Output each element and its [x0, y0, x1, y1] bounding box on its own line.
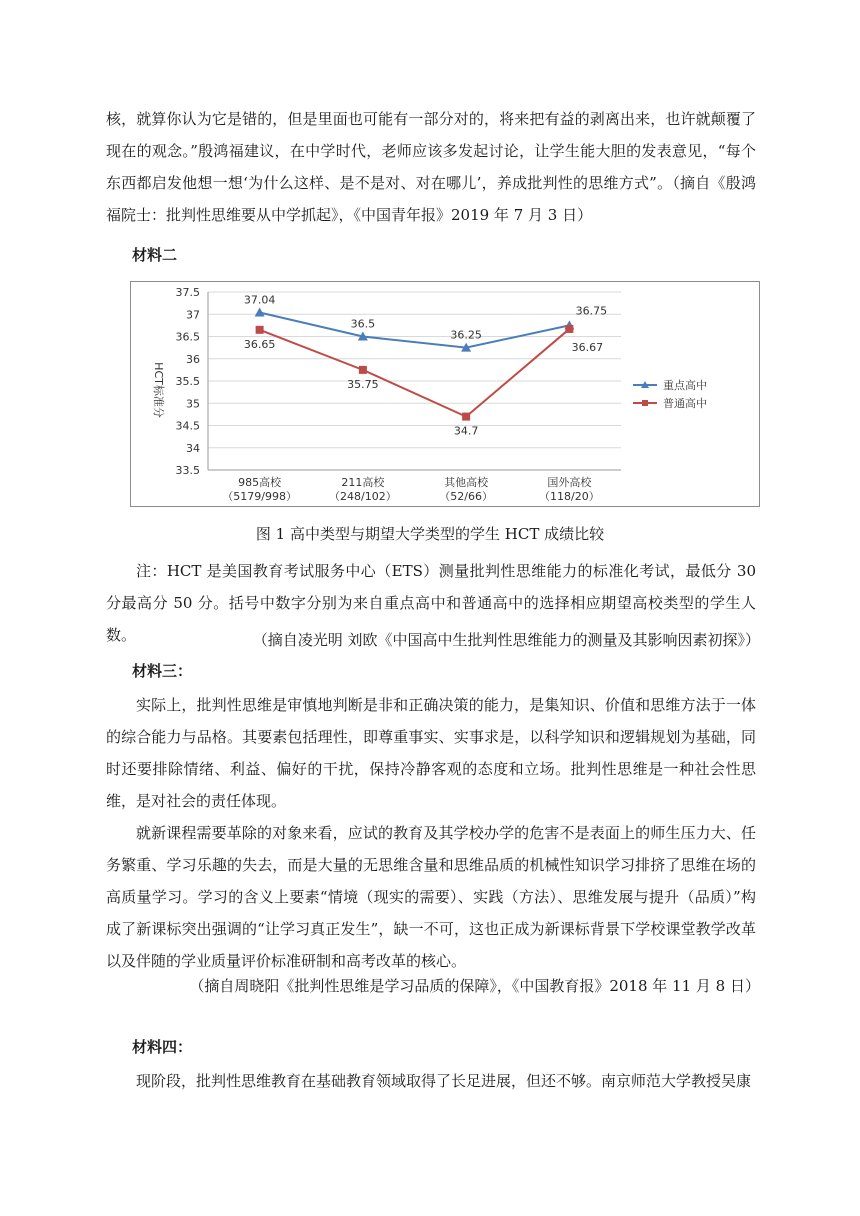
data-label: 34.7 [453, 424, 479, 438]
data-point-square [462, 413, 470, 421]
data-point-square [359, 366, 367, 374]
x-tick-count: （5179/998） [222, 490, 297, 503]
data-point-triangle [255, 307, 265, 316]
y-axis-label: HCT标准分 [152, 362, 165, 418]
source-citation-two: （摘自凌光明 刘欧《中国高中生批判性思维能力的测量及其影响因素初探》） [252, 631, 760, 649]
data-label: 37.04 [243, 293, 276, 307]
source-citation-three: （摘自周晓阳《批判性思维是学习品质的保障》，《中国教育报》2018 年 11 月 8 日） [189, 977, 760, 995]
line-chart [130, 281, 760, 507]
data-label: 36.65 [243, 337, 276, 351]
series-line-key-high-school [260, 312, 570, 347]
heading-material-three: 材料三： [132, 662, 193, 680]
data-label: 36.67 [571, 340, 604, 354]
paragraph-material-three-a: 实际上，批判性思维是审慎地判断是非和正确决策的能力，是集知识、价值和思维方法于一体的综合能力与品格。其要素包括理性，即尊重事实、实事求是，以科学知识和逻辑规划为基础，同时还要排除情绪、利益、偏好的干扰，保持冷静客观的态度和立场。批判性思维是一种社会性思维，是对社会的责任体现。 [106, 696, 756, 810]
y-tick-label: 34.5 [175, 419, 200, 433]
data-point-square [256, 326, 264, 334]
x-tick-count: （52/66） [439, 490, 493, 503]
y-tick-label: 36 [186, 352, 200, 366]
y-tick-label: 33.5 [175, 464, 200, 477]
legend-label: 普通高中 [663, 397, 707, 410]
x-tick-label: 211高校 [341, 476, 385, 489]
data-label: 36.25 [450, 328, 482, 342]
data-label: 36.5 [350, 317, 376, 331]
paragraph-material-three-b: 就新课程需要革除的对象来看，应试的教育及其学校办学的危害不是表面上的师生压力大、任务繁重、学习乐趣的失去，而是大量的无思维含量和思维品质的机械性知识学习排挤了思维在场的高质量学习。学习的含义上要素“情境（现实的需要）、实践（方法）、思维发展与提升（品质）”构成了新课标突出强调的“让学习真正发生”，缺一不可，这也正成为新课标背景下学校课堂教学改革以及伴随的学业质量评价标准研制和高考改革的核心。 [106, 824, 756, 970]
x-tick-label: 其他高校 [444, 476, 489, 489]
chart-note: 注：HCT 是美国教育考试服务中心（ETS）测量批判性思维能力的标准化考试，最低分 30 分最高分 50 分。括号中数字分别为来自重点高中和普通高中的选择相应期望高校类型的学生人数。 [106, 562, 756, 644]
chart-svg [131, 282, 761, 508]
y-tick-label: 35.5 [175, 375, 200, 388]
y-tick-label: 37.5 [175, 286, 200, 299]
y-tick-label: 34 [186, 441, 200, 455]
x-tick-count: （118/20） [539, 490, 600, 503]
x-tick-label: 国外高校 [547, 476, 592, 489]
paragraph-material-four: 现阶段，批判性思维教育在基础教育领域取得了长足进展，但还不够。南京师范大学教授吴康 [136, 1072, 752, 1090]
heading-material-four: 材料四： [132, 1038, 193, 1056]
x-tick-label: 985高校 [238, 476, 282, 489]
data-label: 36.75 [575, 304, 608, 318]
paragraph-material-one-end: 核，就算你认为它是错的，但是里面也可能有一部分对的，将来把有益的剥离出来，也许就颠覆了现在的观念。”殷鸿福建议，在中学时代，老师应该多发起讨论，让学生能大胆的发表意见，“每个东西都启发他想一想‘为什么这样、是不是对、对在哪儿’，养成批判性的思维方式”。（摘自《殷鸿福院士：批判性思维要从中学抓起》，《中国青年报》2019 年 7 月 3 日） [106, 110, 756, 224]
x-tick-count: （248/102） [329, 490, 397, 503]
y-tick-label: 37 [186, 308, 200, 322]
data-label: 35.75 [347, 377, 379, 391]
legend-label: 重点高中 [663, 379, 707, 392]
heading-material-two: 材料二 [132, 246, 178, 264]
data-point-square [565, 325, 573, 333]
figure-caption: 图 1 高中类型与期望大学类型的学生 HCT 成绩比较 [255, 525, 605, 543]
y-tick-label: 35 [186, 397, 200, 411]
legend-marker-square [642, 400, 648, 406]
y-tick-label: 36.5 [175, 330, 200, 344]
